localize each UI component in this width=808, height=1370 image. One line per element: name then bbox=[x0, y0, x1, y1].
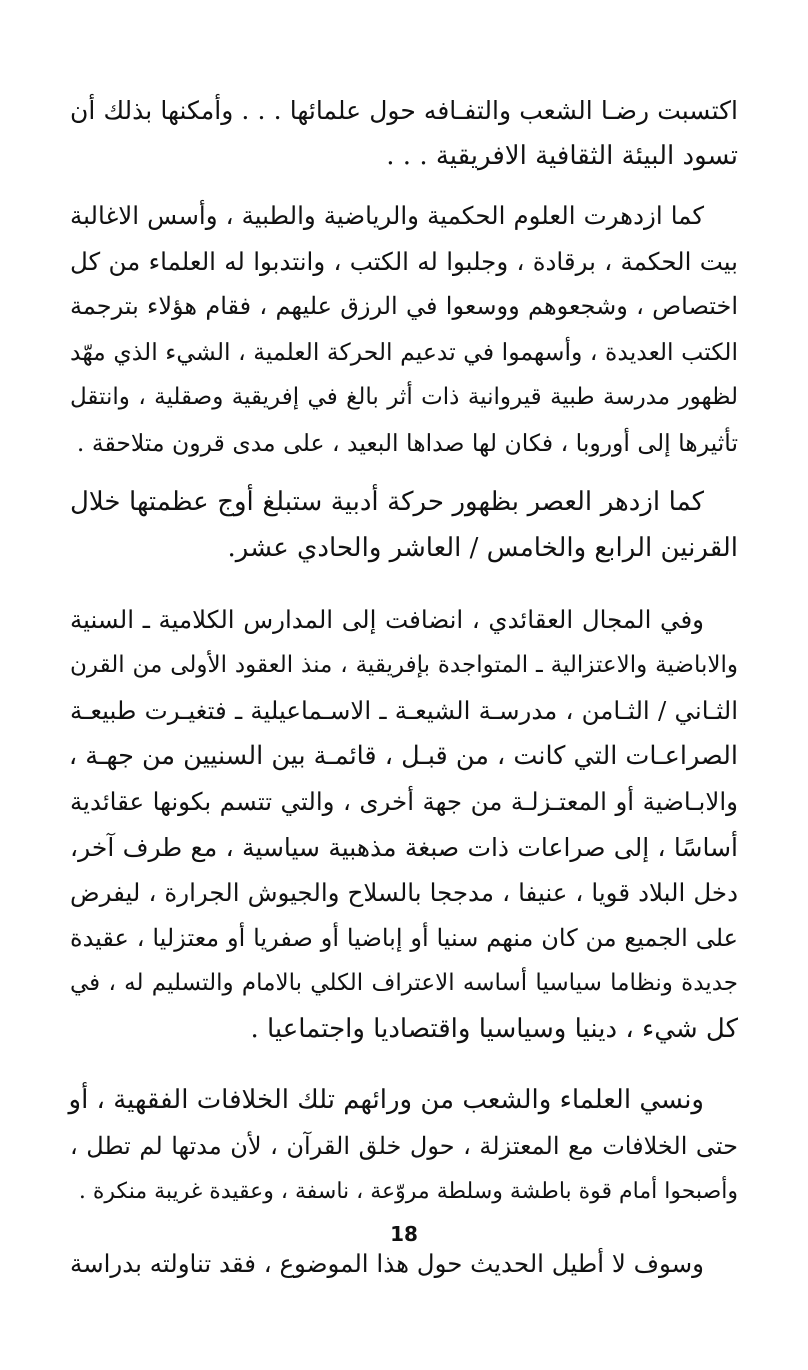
text-line: جديدة ونظاما سياسيا أساسه الاعتراف الكلي بالامام والتسليم له ، في bbox=[70, 970, 738, 996]
text-line: والابـاضية أو المعتـزلـة من جهة أخرى ، والتي تتسم بكونها عقائدية bbox=[70, 787, 738, 816]
text-line: الثـاني / الثـامن ، مدرسـة الشيعـة ـ الاسـماعيلية ـ فتغيـرت طبيعـة bbox=[70, 696, 738, 725]
text-line: كما ازدهرت العلوم الحكمية والرياضية والطبية ، وأسس الاغالبة bbox=[70, 201, 704, 230]
paragraph-gap bbox=[70, 466, 738, 480]
text-line: وسوف لا أطيل الحديث حول هذا الموضوع ، فقد تناولته بدراسة bbox=[69, 1248, 704, 1278]
text-line: دخل البلاد قويا ، عنيفا ، مدججا بالسلاح والجيوش الجرارة ، ليفرض bbox=[70, 878, 738, 907]
paragraph-6 bbox=[70, 1241, 738, 1287]
page-body bbox=[70, 88, 738, 1286]
page-number: 18 bbox=[390, 1222, 418, 1246]
text-line: على الجميع من كان منهم سنيا أو إباضيا أو صفريا أو معتزليا ، عقيدة bbox=[70, 923, 738, 952]
text-line: تسود البيئة الثقافية الافريقية . . . bbox=[386, 140, 738, 171]
text-line: ونسي العلماء والشعب من ورائهم تلك الخلافات الفقهية ، أو bbox=[68, 1085, 704, 1115]
text-line: اكتسبت رضـا الشعب والتفـافه حول علمائها . . . وأمكنها بذلك أن bbox=[70, 96, 738, 125]
text-line: تأثيرها إلى أوروبا ، فكان لها صداها البعيد ، على مدى قرون متلاحقة . bbox=[76, 428, 738, 457]
text-line: وفي المجال العقائدي ، انضافت إلى المدارس الكلامية ـ السنية bbox=[70, 605, 704, 634]
text-line: اختصاص ، وشجعوهم ووسعوا في الرزق عليهم ، فقام هؤلاء بترجمة bbox=[70, 292, 738, 320]
text-line: وأصبحوا أمام قوة باطشة وسلطة مروّعة ، ناسفة ، وعقيدة غريبة منكرة . bbox=[78, 1179, 738, 1204]
text-line: حتى الخلافات مع المعتزلة ، حول خلق القرآن ، لأن مدتها لم تطل ، bbox=[70, 1131, 738, 1160]
paragraph-1 bbox=[70, 88, 738, 179]
paragraph-5 bbox=[70, 1078, 738, 1215]
text-line: والاباضية والاعتزالية ـ المتواجدة بإفريقية ، منذ العقود الأولى من القرن bbox=[70, 651, 738, 678]
paragraph-gap bbox=[70, 1052, 738, 1078]
text-line: كل شيء ، دينيا وسياسيا واقتصاديا واجتماعيا . bbox=[250, 1013, 738, 1044]
text-line: لظهور مدرسة طبية قيروانية ذات أثر بالغ في إفريقية وصقلية ، وانتقل bbox=[70, 384, 738, 410]
paragraph-3 bbox=[70, 480, 738, 571]
paragraph-gap bbox=[70, 179, 738, 193]
text-line: الصراعـات التي كانت ، من قبـل ، قائمـة بين السنيين من جهـة ، bbox=[68, 740, 738, 771]
text-line: كما ازدهر العصر بظهور حركة أدبية ستبلغ أوج عظمتها خلال bbox=[70, 487, 704, 517]
paragraph-2 bbox=[70, 193, 738, 466]
text-line: القرنين الرابع والخامس / العاشر والحادي عشر. bbox=[227, 532, 738, 563]
text-line: أساسًا ، إلى صراعات ذات صبغة مذهبية سياسية ، مع طرف آخر، bbox=[70, 832, 738, 862]
text-line: الكتب العديدة ، وأسهموا في تدعيم الحركة العلمية ، الشيء الذي مهّد bbox=[70, 337, 738, 366]
paragraph-gap bbox=[70, 571, 738, 597]
text-line: بيت الحكمة ، برقادة ، وجلبوا له الكتب ، وانتدبوا له العلماء من كل bbox=[70, 246, 738, 276]
paragraph-4 bbox=[70, 597, 738, 1052]
